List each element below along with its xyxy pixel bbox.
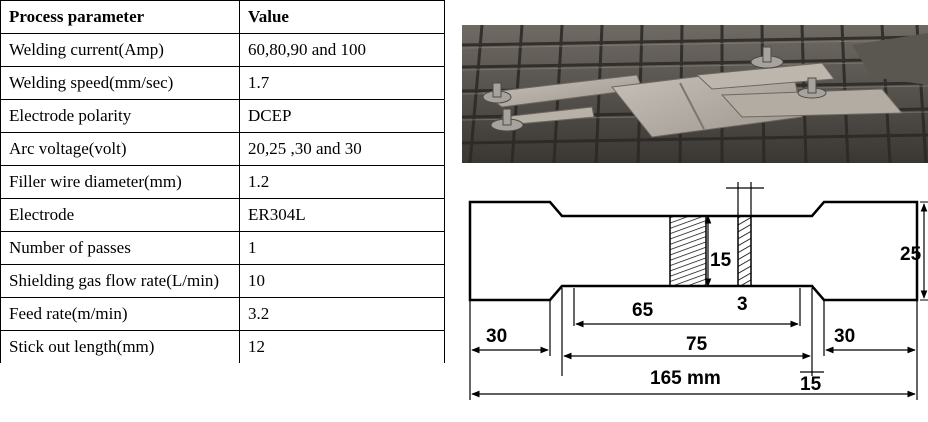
dim-3: 3 xyxy=(737,294,748,315)
value-cell: 12 xyxy=(240,331,445,364)
weld-zone-hatched xyxy=(670,216,706,286)
value-cell: 60,80,90 and 100 xyxy=(240,34,445,67)
table-row xyxy=(1,133,445,166)
param-cell: Feed rate(m/min) xyxy=(1,298,240,331)
header-process-parameter: Process parameter xyxy=(1,1,240,34)
table-row xyxy=(1,34,445,67)
welding-fixture-photo xyxy=(462,25,928,163)
tensile-specimen-drawing xyxy=(462,176,928,422)
param-cell: Stick out length(mm) xyxy=(1,331,240,364)
param-cell: Electrode polarity xyxy=(1,100,240,133)
value-cell: 10 xyxy=(240,265,445,298)
param-cell: Shielding gas flow rate(L/min) xyxy=(1,265,240,298)
param-cell: Arc voltage(volt) xyxy=(1,133,240,166)
value-cell: ER304L xyxy=(240,199,445,232)
table-row xyxy=(1,232,445,265)
table-row xyxy=(1,100,445,133)
process-parameter-table xyxy=(0,0,445,363)
table-row xyxy=(1,265,445,298)
value-cell: 3.2 xyxy=(240,298,445,331)
value-cell: 1.7 xyxy=(240,67,445,100)
value-cell: DCEP xyxy=(240,100,445,133)
header-value: Value xyxy=(240,1,445,34)
notch-zone-hatched xyxy=(738,216,751,286)
param-cell: Filler wire diameter(mm) xyxy=(1,166,240,199)
table-row xyxy=(1,166,445,199)
dim-30-right: 30 xyxy=(834,326,856,347)
table-header-row xyxy=(1,1,445,34)
param-cell: Welding speed(mm/sec) xyxy=(1,67,240,100)
value-cell: 1.2 xyxy=(240,166,445,199)
table-row xyxy=(1,298,445,331)
table-row xyxy=(1,331,445,364)
dim-75: 75 xyxy=(686,334,708,355)
dim-30-left: 30 xyxy=(486,326,508,347)
param-cell: Electrode xyxy=(1,199,240,232)
table-row xyxy=(1,67,445,100)
dim-165: 165 mm xyxy=(650,368,721,389)
param-cell: Number of passes xyxy=(1,232,240,265)
value-cell: 20,25 ,30 and 30 xyxy=(240,133,445,166)
dim-25: 25 xyxy=(900,244,922,265)
dim-65: 65 xyxy=(632,300,654,321)
dim-15-bottom: 15 xyxy=(800,374,822,395)
value-cell: 1 xyxy=(240,232,445,265)
table-row xyxy=(1,199,445,232)
dim-15-height: 15 xyxy=(710,250,732,271)
param-cell: Welding current(Amp) xyxy=(1,34,240,67)
